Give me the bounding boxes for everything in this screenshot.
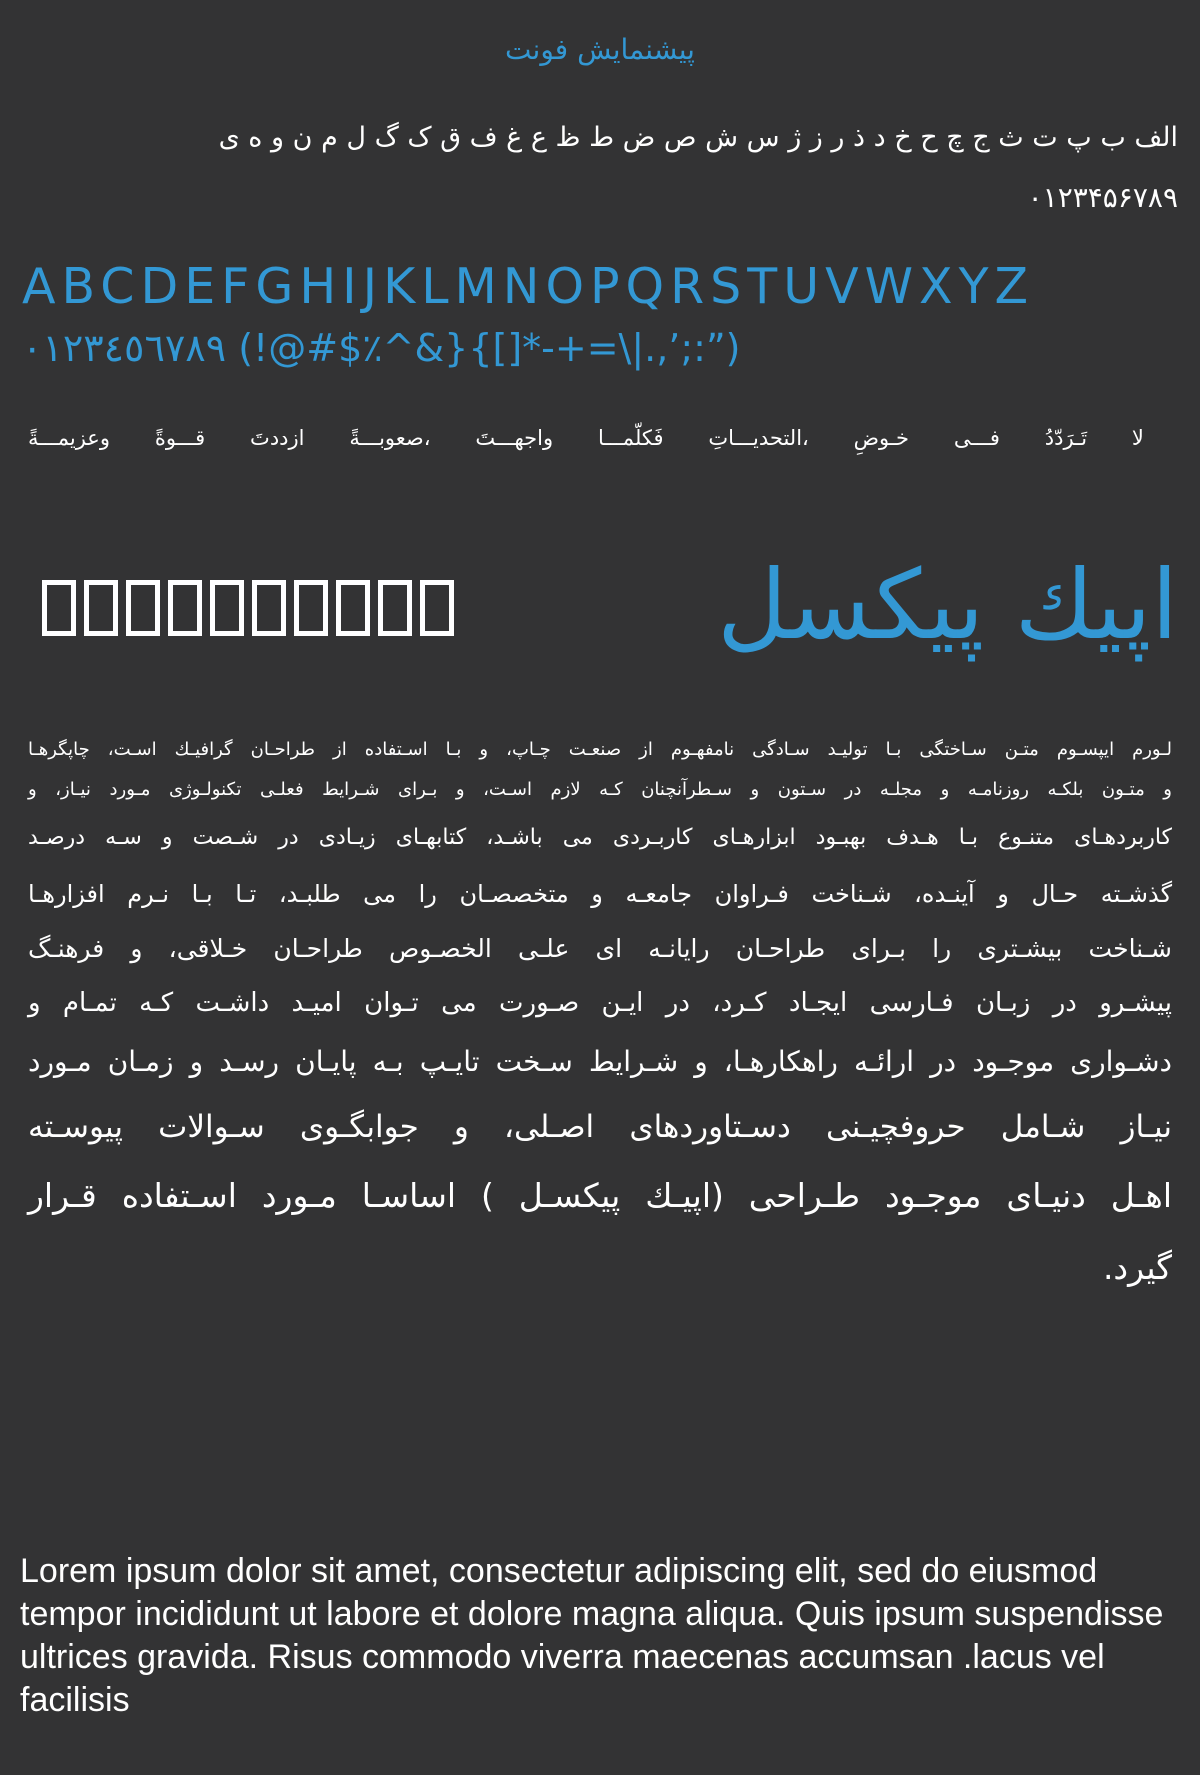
tashkeel-word: فـــی (953, 426, 1000, 450)
digits-symbols-line: ٠١٢٣٤٥٦٧٨٩ (!@#$٪^&}{[]*-+=\|.,’;:”) (22, 326, 741, 370)
tashkeel-word: وعزیمـــةً (28, 426, 110, 450)
paragraph-line: اهـل دنیـای موجـود طـراحی (اپیـك پیکسـل ) اساسـا مـورد اسـتفاده قـرار (28, 1176, 1172, 1215)
tashkeel-word: لا (1131, 426, 1144, 450)
missing-glyph-box (336, 580, 370, 636)
missing-glyph-box (126, 580, 160, 636)
missing-glyph-box (294, 580, 328, 636)
persian-alphabet-line: الف ب پ ت ث ج چ ح خ د ذ ر ز ژ س ش ص ض ط ظ ع غ ف ق ک گ ل م ن و ه ی (218, 122, 1178, 153)
paragraph-line: شـناخت بیشـتری را بـرای طراحـان رایانـه ای علـی الخصـوص طراحـان خـلاقی، و فرهنـگ (28, 934, 1172, 963)
paragraph-line: و متـون بلکـه روزنامـه و مجلـه در سـتون و سـطرآنچنان کـه لازم اسـت، و بـرای شـرایط فعلـی تکنولـوژی مـورد نیـاز، و (28, 779, 1172, 800)
tashkeel-word: فَکلّمـــا (597, 426, 664, 450)
persian-digits-line: ۰۱۲۳۴۵۶۷۸۹ (1027, 181, 1178, 214)
missing-glyph-box (210, 580, 244, 636)
paragraph-line: گذشـته حـال و آینـده، شـناخت فـراوان جامعـه و متخصصـان را می طلبـد، تـا بـا نـرم افزارهـا (28, 880, 1172, 908)
paragraph-line: پیشـرو در زبـان فـارسی ایجـاد کـرد، در ایـن صـورت می تـوان امیـد داشـت کـه تمـام و (28, 988, 1172, 1018)
tashkeel-word: خـوضِ (853, 426, 910, 450)
tashkeel-sample-row (28, 418, 1144, 458)
paragraph-line: گیرد. (1102, 1248, 1172, 1287)
paragraph-line: لـورم ایپسـوم متـن سـاختگی بـا تولیـد سـادگی نامفهـوم از صنعـت چـاپ، و بـا اسـتفاده از طراحـان گرافیـك اسـت، چاپگرهـا (28, 739, 1172, 760)
paragraph-line: کاربردهـای متنـوع بـا هـدف بهبـود ابزارهـای کاربـردی می باشـد، کتابهـای زیـادی در شـصت و سـه درصـد (28, 825, 1172, 850)
missing-glyph-boxes (42, 580, 454, 636)
tashkeel-word: صعوبـــةً، (349, 426, 431, 450)
missing-glyph-box (168, 580, 202, 636)
tashkeel-word: تَـرَدّدُ (1044, 426, 1088, 450)
missing-glyph-box (42, 580, 76, 636)
tashkeel-word: قـــوةً (154, 426, 206, 450)
missing-glyph-box (378, 580, 412, 636)
page-title: پیشنمایش فونت (505, 33, 695, 66)
tashkeel-word: التحدیـــاتِ، (708, 426, 809, 450)
paragraph-line: دشـواری موجـود در ارائـه راهکارهـا، و شـرایط سـخت تایـپ بـه پایـان رسـد و زمـان مـورد (28, 1045, 1172, 1078)
paragraph-line: نیـاز شـامل حروفچیـنی دسـتاوردهای اصـلی، و جوابگـوی سـوالات پیوسـته (28, 1109, 1172, 1145)
latin-uppercase-line: ABCDEFGHIJKLMNOPQRSTUVWXYZ (22, 258, 1035, 315)
missing-glyph-box (420, 580, 454, 636)
tashkeel-word: ازددتَ (250, 426, 305, 450)
missing-glyph-box (252, 580, 286, 636)
tashkeel-word: واجهـــتَ (475, 426, 554, 450)
missing-glyph-box (84, 580, 118, 636)
latin-sample-paragraph: Lorem ipsum dolor sit amet, consectetur adipiscing elit, sed do eiusmod tempor incididunt ut labore et dolore magna aliqua. Quis ipsum suspendisse ultrices gravida. Risus commodo viverra maecenas accumsan .lacus vel facilisis (20, 1552, 1164, 1719)
font-name-display: اپیك پیکسل (717, 549, 1178, 661)
persian-sample-paragraph (28, 730, 1172, 1304)
